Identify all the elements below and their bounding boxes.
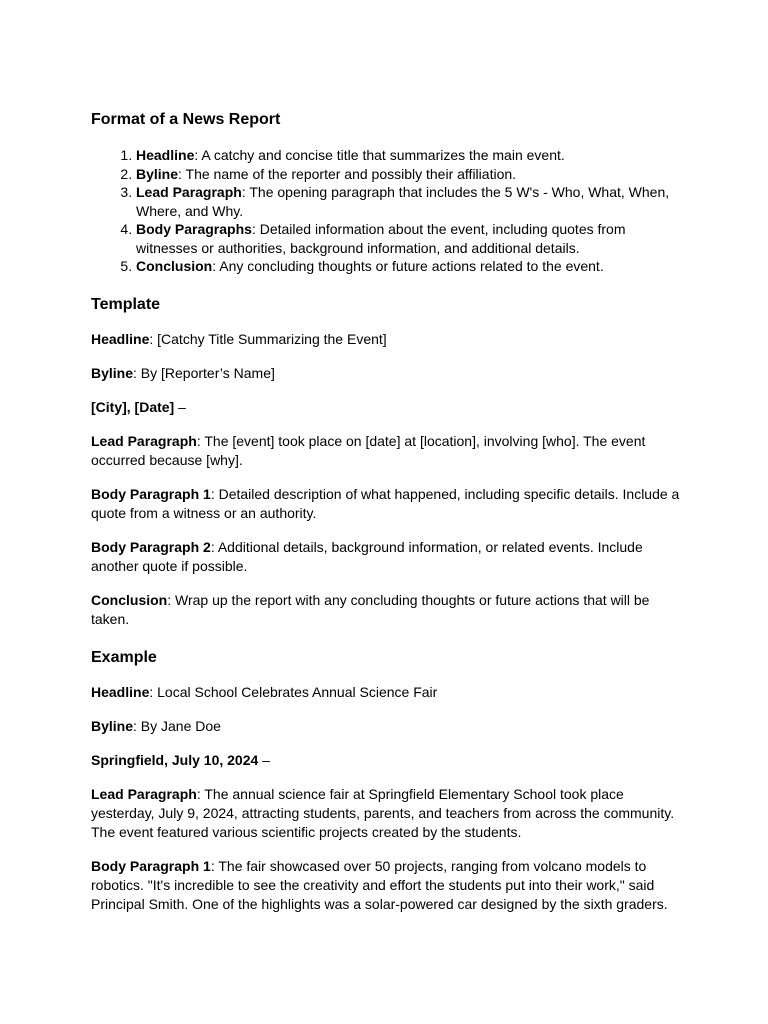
format-item-label: Body Paragraphs [136,221,252,237]
example-dateline [91,751,681,770]
format-item-text: : The opening paragraph that includes the 5 W's - Who, What, When, Where, and Why. [136,184,670,219]
field-label: Lead Paragraph [91,432,197,449]
field-label: Byline [91,364,134,381]
field-text: : The fair showcased over 50 projects, ranging from volcano models to robotics. "It's incredible to see the creativity and effort the students put into their work," said Principal Smith. One of the highlights was a solar-powered car designed by the sixth graders. [91,857,668,912]
example-headline [91,683,681,702]
format-item-headline [136,146,681,165]
document-page [91,110,681,929]
format-item-conclusion [136,257,681,276]
format-list [91,146,681,276]
field-label: Body Paragraph 1 [91,857,211,874]
format-item-text: : A catchy and concise title that summarizes the main event. [194,147,565,163]
field-label: Lead Paragraph [91,785,197,802]
format-item-label: Lead Paragraph [136,184,242,200]
format-item-text: : Any concluding thoughts or future actions related to the event. [212,258,604,274]
field-label: Conclusion [91,591,168,608]
format-item-text: : Detailed information about the event, including quotes from witnesses or authorities, background information, and additional details. [136,221,626,256]
field-text: : By Jane Doe [133,717,221,734]
format-heading: Format of a News Report [91,111,281,128]
field-label: Byline [91,717,134,734]
field-text: – [258,751,270,768]
template-body-paragraph-2 [91,538,681,576]
field-label: [City], [Date] [91,398,175,415]
field-text: – [174,398,186,415]
example-byline [91,717,681,736]
format-item-body [136,220,681,257]
template-dateline [91,398,681,417]
template-body-paragraph-1 [91,485,681,523]
field-text: : By [Reporter’s Name] [133,364,275,381]
field-label: Headline [91,683,150,700]
example-body-paragraph-1 [91,857,681,914]
field-text: : Local School Celebrates Annual Science Fair [149,683,438,700]
format-item-label: Headline [136,147,195,163]
template-lead-paragraph [91,432,681,470]
field-label: Body Paragraph 1 [91,485,211,502]
format-item-lead [136,183,681,220]
template-headline [91,330,681,349]
field-label: Body Paragraph 2 [91,538,211,555]
format-item-label: Conclusion [136,258,213,274]
field-label: Springfield, July 10, 2024 [91,751,259,768]
template-byline [91,364,681,383]
field-text: : The [event] took place on [date] at [location], involving [who]. The event occurred because [why]. [91,432,646,468]
template-conclusion [91,591,681,629]
example-lead-paragraph [91,785,681,842]
format-item-byline [136,165,681,184]
format-item-text: : The name of the reporter and possibly their affiliation. [178,165,517,182]
field-text: : [Catchy Title Summarizing the Event] [149,330,387,347]
field-text: : Wrap up the report with any concluding thoughts or future actions that will be taken. [91,591,650,627]
field-text: : Additional details, background information, or related events. Include another quote if possible. [91,538,643,574]
format-item-label: Byline [136,165,179,182]
field-text: : Detailed description of what happened, including specific details. Include a quote from a witness or an authority. [91,485,680,521]
template-heading: Template [91,295,161,313]
field-label: Headline [91,330,150,347]
field-text: : The annual science fair at Springfield Elementary School took place yesterday, July 9, 2024, attracting students, parents, and teachers from across the community. The event featured various scientific projects created by the students. [91,785,675,840]
example-heading: Example [91,648,157,666]
